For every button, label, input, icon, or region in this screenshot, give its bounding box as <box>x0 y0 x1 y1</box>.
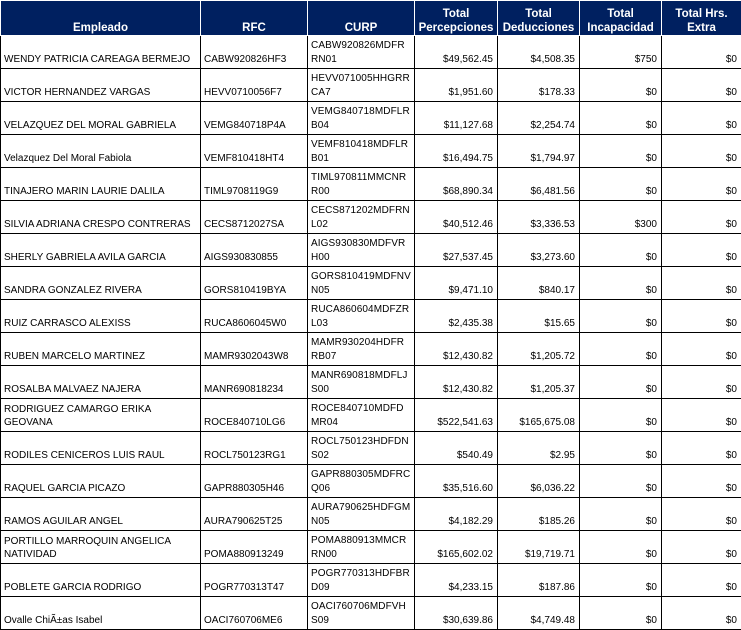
table-row[interactable] <box>1 300 741 333</box>
cell-total-hrs-extra[interactable]: $0 <box>662 366 741 399</box>
cell-empleado[interactable]: RAQUEL GARCIA PICAZO <box>1 465 201 498</box>
cell-curp[interactable]: AURA790625HDFGMN05 <box>308 498 415 531</box>
cell-empleado[interactable]: VELAZQUEZ DEL MORAL GABRIELA <box>1 102 201 135</box>
cell-total-hrs-extra[interactable]: $0 <box>662 531 741 564</box>
cell-curp[interactable]: VEMG840718MDFLRB04 <box>308 102 415 135</box>
table-row[interactable] <box>1 597 741 630</box>
cell-total-deducciones[interactable]: $2.95 <box>498 432 580 465</box>
cell-total-deducciones[interactable]: $187.86 <box>498 564 580 597</box>
header-empleado[interactable]: Empleado <box>1 1 201 36</box>
header-total-percepciones[interactable]: Total Percepciones <box>415 1 498 36</box>
cell-total-deducciones[interactable]: $19,719.71 <box>498 531 580 564</box>
cell-total-deducciones[interactable]: $15.65 <box>498 300 580 333</box>
cell-rfc[interactable]: POMA880913249 <box>201 531 308 564</box>
cell-total-percepciones[interactable]: $12,430.82 <box>415 366 498 399</box>
cell-total-deducciones[interactable]: $1,794.97 <box>498 135 580 168</box>
cell-rfc[interactable]: AIGS930830855 <box>201 234 308 267</box>
cell-curp[interactable]: AIGS930830MDFVRH00 <box>308 234 415 267</box>
table-row[interactable] <box>1 498 741 531</box>
cell-rfc[interactable]: CABW920826HF3 <box>201 36 308 69</box>
table-row[interactable] <box>1 234 741 267</box>
cell-empleado[interactable]: SILVIA ADRIANA CRESPO CONTRERAS <box>1 201 201 234</box>
cell-total-deducciones[interactable]: $185.26 <box>498 498 580 531</box>
cell-rfc[interactable]: GORS810419BYA <box>201 267 308 300</box>
header-total-incapacidad[interactable]: Total Incapacidad <box>580 1 662 36</box>
cell-total-percepciones[interactable]: $30,639.86 <box>415 597 498 630</box>
table-row[interactable] <box>1 168 741 201</box>
header-rfc[interactable]: RFC <box>201 1 308 36</box>
cell-total-deducciones[interactable]: $840.17 <box>498 267 580 300</box>
cell-rfc[interactable]: MANR690818234 <box>201 366 308 399</box>
cell-curp[interactable]: TIML970811MMCNRR00 <box>308 168 415 201</box>
table-row[interactable] <box>1 333 741 366</box>
header-curp[interactable]: CURP <box>308 1 415 36</box>
cell-total-incapacidad[interactable]: $0 <box>580 234 662 267</box>
cell-total-percepciones[interactable]: $540.49 <box>415 432 498 465</box>
table-row[interactable] <box>1 399 741 432</box>
cell-rfc[interactable]: MAMR9302043W8 <box>201 333 308 366</box>
cell-total-incapacidad[interactable]: $0 <box>580 498 662 531</box>
cell-total-percepciones[interactable]: $16,494.75 <box>415 135 498 168</box>
cell-total-hrs-extra[interactable]: $0 <box>662 564 741 597</box>
cell-total-hrs-extra[interactable]: $0 <box>662 465 741 498</box>
cell-empleado[interactable]: RODRIGUEZ CAMARGO ERIKA GEOVANA <box>1 399 201 432</box>
table-row[interactable] <box>1 102 741 135</box>
table-row[interactable] <box>1 564 741 597</box>
cell-total-deducciones[interactable]: $3,336.53 <box>498 201 580 234</box>
cell-total-hrs-extra[interactable]: $0 <box>662 36 741 69</box>
header-row <box>1 1 741 36</box>
cell-empleado[interactable]: WENDY PATRICIA CAREAGA BERMEJO <box>1 36 201 69</box>
cell-empleado[interactable]: SANDRA GONZALEZ RIVERA <box>1 267 201 300</box>
cell-curp[interactable]: GAPR880305MDFRCQ06 <box>308 465 415 498</box>
cell-rfc[interactable]: GAPR880305H46 <box>201 465 308 498</box>
cell-total-hrs-extra[interactable]: $0 <box>662 399 741 432</box>
cell-empleado[interactable]: POBLETE GARCIA RODRIGO <box>1 564 201 597</box>
cell-curp[interactable]: MAMR930204HDFRRB07 <box>308 333 415 366</box>
cell-total-incapacidad[interactable]: $0 <box>580 135 662 168</box>
cell-total-incapacidad[interactable]: $0 <box>580 465 662 498</box>
cell-total-deducciones[interactable]: $1,205.72 <box>498 333 580 366</box>
cell-total-deducciones[interactable]: $2,254.74 <box>498 102 580 135</box>
cell-curp[interactable]: ROCL750123HDFDNS02 <box>308 432 415 465</box>
cell-total-percepciones[interactable]: $40,512.46 <box>415 201 498 234</box>
cell-empleado[interactable]: TINAJERO MARIN LAURIE DALILA <box>1 168 201 201</box>
cell-total-hrs-extra[interactable]: $0 <box>662 498 741 531</box>
cell-total-percepciones[interactable]: $2,435.38 <box>415 300 498 333</box>
cell-total-incapacidad[interactable]: $0 <box>580 102 662 135</box>
cell-total-deducciones[interactable]: $6,481.56 <box>498 168 580 201</box>
cell-curp[interactable]: VEMF810418MDFLRB01 <box>308 135 415 168</box>
cell-total-incapacidad[interactable]: $0 <box>580 531 662 564</box>
cell-curp[interactable]: POGR770313HDFBRD09 <box>308 564 415 597</box>
cell-total-incapacidad[interactable]: $0 <box>580 597 662 630</box>
table-row[interactable] <box>1 69 741 102</box>
cell-total-deducciones[interactable]: $165,675.08 <box>498 399 580 432</box>
cell-empleado[interactable]: VICTOR HERNANDEZ VARGAS <box>1 69 201 102</box>
header-total-hrs-extra[interactable]: Total Hrs. Extra <box>662 1 741 36</box>
cell-total-percepciones[interactable]: $35,516.60 <box>415 465 498 498</box>
cell-total-hrs-extra[interactable]: $0 <box>662 432 741 465</box>
cell-rfc[interactable]: VEMF810418HT4 <box>201 135 308 168</box>
cell-total-percepciones[interactable]: $11,127.68 <box>415 102 498 135</box>
cell-total-incapacidad[interactable]: $0 <box>580 267 662 300</box>
cell-total-incapacidad[interactable]: $0 <box>580 300 662 333</box>
cell-total-incapacidad[interactable]: $0 <box>580 399 662 432</box>
cell-empleado[interactable]: PORTILLO MARROQUIN ANGELICA NATIVIDAD <box>1 531 201 564</box>
cell-curp[interactable]: ROCE840710MDFDMR04 <box>308 399 415 432</box>
cell-empleado[interactable]: RUBEN MARCELO MARTINEZ <box>1 333 201 366</box>
cell-total-deducciones[interactable]: $178.33 <box>498 69 580 102</box>
cell-total-percepciones[interactable]: $1,951.60 <box>415 69 498 102</box>
cell-curp[interactable]: RUCA860604MDFZRL03 <box>308 300 415 333</box>
cell-empleado[interactable]: Velazquez Del Moral Fabiola <box>1 135 201 168</box>
cell-curp[interactable]: CABW920826MDFRRN01 <box>308 36 415 69</box>
cell-rfc[interactable]: OACI760706ME6 <box>201 597 308 630</box>
cell-curp[interactable]: HEVV071005HHGRRCA7 <box>308 69 415 102</box>
cell-empleado[interactable]: SHERLY GABRIELA AVILA GARCIA <box>1 234 201 267</box>
cell-rfc[interactable]: RUCA8606045W0 <box>201 300 308 333</box>
cell-rfc[interactable]: AURA790625T25 <box>201 498 308 531</box>
table-header <box>1 1 741 36</box>
table-row[interactable] <box>1 531 741 564</box>
cell-total-percepciones[interactable]: $49,562.45 <box>415 36 498 69</box>
cell-curp[interactable]: MANR690818MDFLJS00 <box>308 366 415 399</box>
cell-total-hrs-extra[interactable]: $0 <box>662 234 741 267</box>
cell-rfc[interactable]: ROCL750123RG1 <box>201 432 308 465</box>
cell-total-hrs-extra[interactable]: $0 <box>662 267 741 300</box>
cell-rfc[interactable]: TIML9708119G9 <box>201 168 308 201</box>
cell-empleado[interactable]: RUIZ CARRASCO ALEXISS <box>1 300 201 333</box>
cell-total-deducciones[interactable]: $4,749.48 <box>498 597 580 630</box>
cell-total-hrs-extra[interactable]: $0 <box>662 69 741 102</box>
cell-total-hrs-extra[interactable]: $0 <box>662 300 741 333</box>
header-total-deducciones[interactable]: Total Deducciones <box>498 1 580 36</box>
cell-total-hrs-extra[interactable]: $0 <box>662 102 741 135</box>
table-row[interactable] <box>1 201 741 234</box>
cell-curp[interactable]: OACI760706MDFVHS09 <box>308 597 415 630</box>
cell-total-incapacidad[interactable]: $0 <box>580 168 662 201</box>
cell-total-percepciones[interactable]: $4,182.29 <box>415 498 498 531</box>
cell-rfc[interactable]: HEVV0710056F7 <box>201 69 308 102</box>
cell-total-hrs-extra[interactable]: $0 <box>662 333 741 366</box>
cell-rfc[interactable]: POGR770313T47 <box>201 564 308 597</box>
cell-empleado[interactable]: Ovalle ChiÃ±as Isabel <box>1 597 201 630</box>
cell-total-hrs-extra[interactable]: $0 <box>662 201 741 234</box>
cell-curp[interactable]: GORS810419MDFNVN05 <box>308 267 415 300</box>
cell-total-percepciones[interactable]: $12,430.82 <box>415 333 498 366</box>
cell-curp[interactable]: POMA880913MMCRRN00 <box>308 531 415 564</box>
cell-rfc[interactable]: ROCE840710LG6 <box>201 399 308 432</box>
cell-total-incapacidad[interactable]: $0 <box>580 432 662 465</box>
cell-total-hrs-extra[interactable]: $0 <box>662 168 741 201</box>
table-row[interactable] <box>1 267 741 300</box>
cell-total-percepciones[interactable]: $165,602.02 <box>415 531 498 564</box>
cell-total-incapacidad[interactable]: $0 <box>580 333 662 366</box>
cell-rfc[interactable]: CECS8712027SA <box>201 201 308 234</box>
cell-total-hrs-extra[interactable]: $0 <box>662 135 741 168</box>
table-row[interactable] <box>1 36 741 69</box>
cell-total-deducciones[interactable]: $3,273.60 <box>498 234 580 267</box>
cell-empleado[interactable]: ROSALBA MALVAEZ NAJERA <box>1 366 201 399</box>
table-row[interactable] <box>1 432 741 465</box>
cell-total-deducciones[interactable]: $6,036.22 <box>498 465 580 498</box>
cell-total-percepciones[interactable]: $9,471.10 <box>415 267 498 300</box>
cell-total-percepciones[interactable]: $522,541.63 <box>415 399 498 432</box>
cell-empleado[interactable]: RODILES CENICEROS LUIS RAUL <box>1 432 201 465</box>
cell-total-incapacidad[interactable]: $0 <box>580 366 662 399</box>
cell-rfc[interactable]: VEMG840718P4A <box>201 102 308 135</box>
table-row[interactable] <box>1 465 741 498</box>
cell-total-percepciones[interactable]: $68,890.34 <box>415 168 498 201</box>
table-body <box>1 36 741 630</box>
table-row[interactable] <box>1 366 741 399</box>
cell-total-hrs-extra[interactable]: $0 <box>662 597 741 630</box>
table-row[interactable] <box>1 135 741 168</box>
cell-total-incapacidad[interactable]: $750 <box>580 36 662 69</box>
cell-empleado[interactable]: RAMOS AGUILAR ANGEL <box>1 498 201 531</box>
cell-total-incapacidad[interactable]: $300 <box>580 201 662 234</box>
cell-total-percepciones[interactable]: $27,537.45 <box>415 234 498 267</box>
cell-total-incapacidad[interactable]: $0 <box>580 564 662 597</box>
cell-total-deducciones[interactable]: $4,508.35 <box>498 36 580 69</box>
cell-total-incapacidad[interactable]: $0 <box>580 69 662 102</box>
cell-total-percepciones[interactable]: $4,233.15 <box>415 564 498 597</box>
cell-curp[interactable]: CECS871202MDFRNL02 <box>308 201 415 234</box>
cell-total-deducciones[interactable]: $1,205.37 <box>498 366 580 399</box>
